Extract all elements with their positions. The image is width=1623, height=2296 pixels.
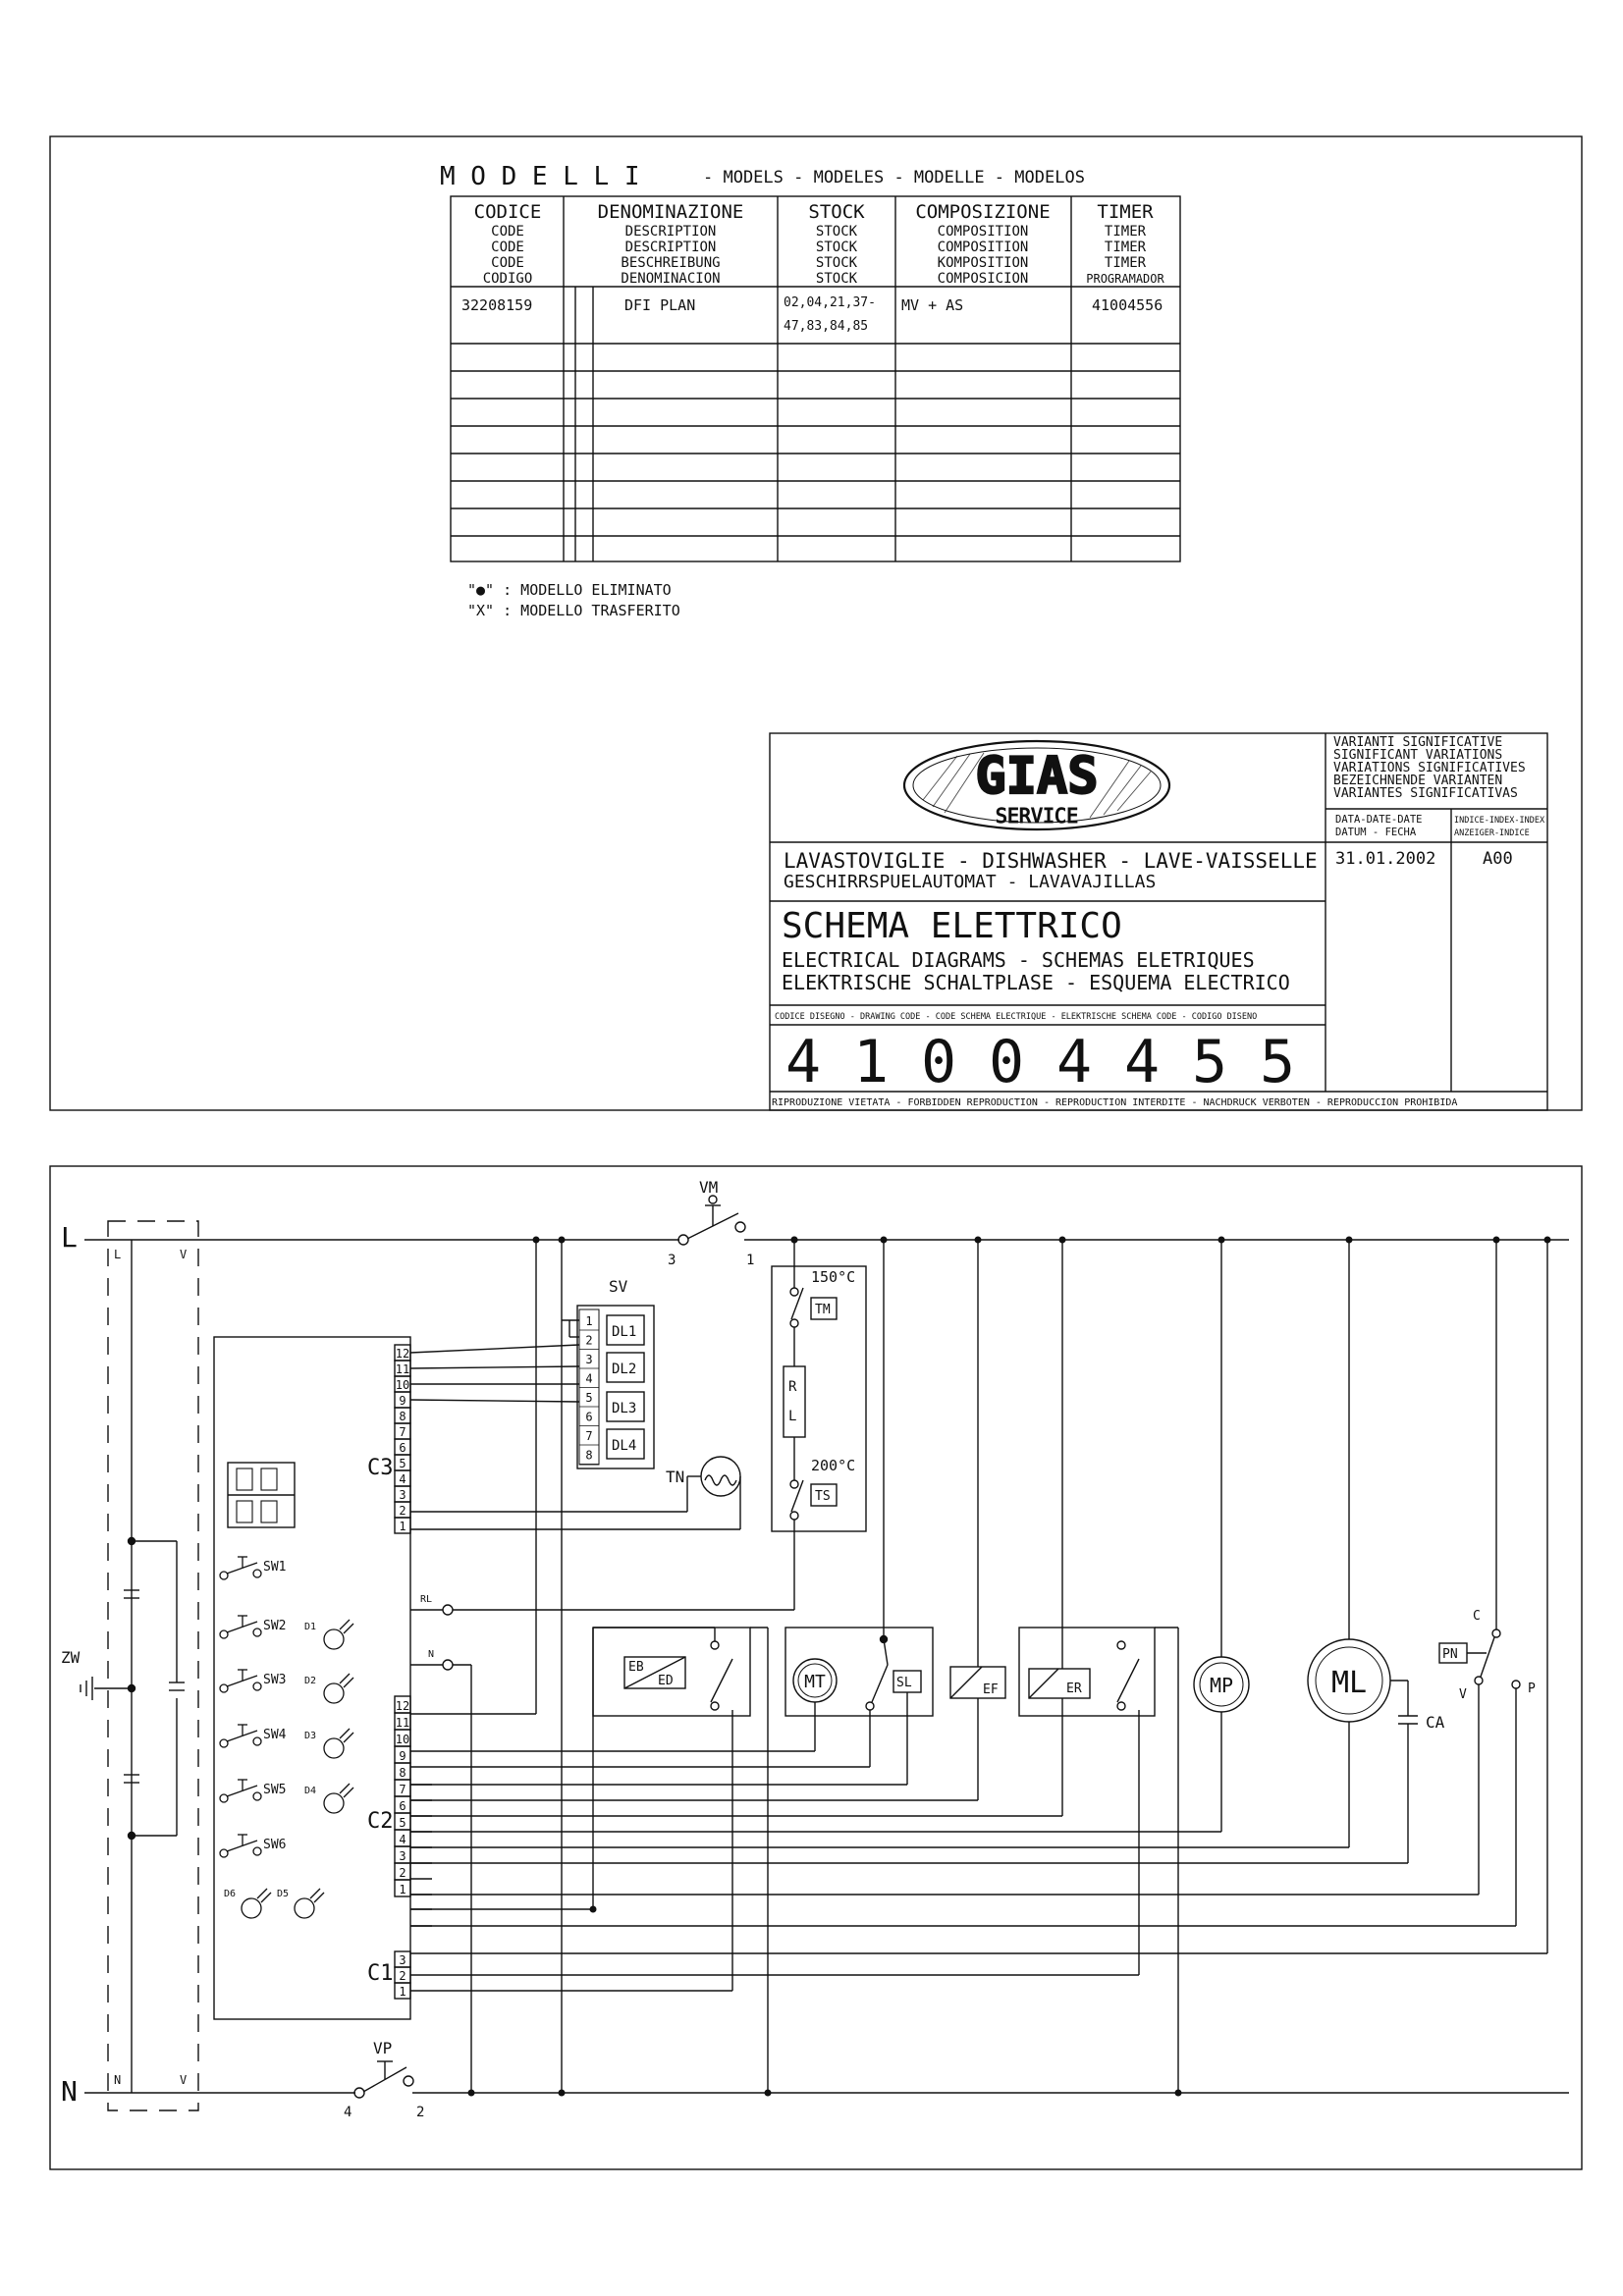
led-d3-label: D3	[304, 1731, 317, 1741]
sl-label: SL	[896, 1676, 912, 1690]
c3-pin-label: 10	[395, 1378, 410, 1392]
vp-pin-b: 2	[416, 2105, 425, 2120]
vm-pin-a: 3	[668, 1253, 676, 1268]
c3-pin-label: 5	[399, 1457, 406, 1470]
sv-pin-label: 1	[585, 1314, 593, 1328]
pn-label: PN	[1442, 1647, 1458, 1662]
c3-pin-label: 3	[399, 1488, 406, 1502]
row-stock-2: 47,83,84,85	[784, 319, 869, 334]
doc-title: SCHEMA ELETTRICO	[782, 906, 1122, 946]
vm-pin-b: 1	[746, 1253, 755, 1268]
tm-label: TM	[815, 1303, 831, 1317]
ml-motor	[1308, 1639, 1445, 1732]
switch-sw6	[220, 1835, 286, 1857]
lamp-dl4: DL4	[612, 1438, 637, 1454]
ef-label: EF	[983, 1682, 999, 1697]
row-timer: 41004556	[1092, 296, 1163, 314]
hdr-stock-3: STOCK	[815, 255, 858, 271]
switch-sw2	[220, 1616, 286, 1638]
switch-sw5	[220, 1780, 286, 1802]
sv-pin-label: 7	[585, 1429, 593, 1443]
models-title-big: M O D E L L I	[440, 162, 640, 191]
hdr-stock-0: STOCK	[808, 201, 865, 223]
temp-150: 150°C	[811, 1268, 856, 1286]
eb-ed-block	[593, 1628, 750, 1716]
row-codice: 32208159	[461, 296, 533, 314]
hdr-composizione-1: COMPOSITION	[937, 224, 1029, 240]
code-digit: 4	[1056, 1028, 1093, 1096]
pn-p-label: P	[1528, 1682, 1536, 1696]
product-line-2: GESCHIRRSPUELAUTOMAT - LAVAVAJILLAS	[784, 872, 1157, 892]
c2-label: C2	[367, 1809, 394, 1834]
c2-pin-label: 8	[399, 1766, 406, 1780]
zw-l-label: L	[114, 1248, 122, 1261]
hdr-stock-1: STOCK	[815, 224, 858, 240]
row-stock-1: 02,04,21,37-	[784, 295, 876, 310]
models-table-row	[461, 295, 1163, 334]
c3-pin-label: 4	[399, 1472, 406, 1486]
hdr-stock-2: STOCK	[815, 240, 858, 255]
drawing-code-digits	[785, 1028, 1295, 1096]
variants-hdr-1: SIGNIFICANT VARIATIONS	[1333, 748, 1503, 763]
n-terminal-label: N	[428, 1649, 435, 1660]
rl-terminal-label: RL	[420, 1594, 433, 1605]
c2-pin-label: 9	[399, 1749, 406, 1763]
hdr-timer-4: PROGRAMADOR	[1086, 272, 1164, 286]
c2-pin-label: 7	[399, 1783, 406, 1796]
vm-label: VM	[699, 1178, 719, 1197]
code-digit: 0	[921, 1028, 957, 1096]
index-hdr-1: ANZEIGER-INDICE	[1454, 828, 1530, 838]
ts-label: TS	[815, 1489, 831, 1504]
ml-label: ML	[1330, 1666, 1368, 1700]
date-hdr-1: DATUM - FECHA	[1335, 827, 1417, 838]
rl-l: L	[788, 1409, 797, 1424]
tn-label: TN	[666, 1468, 685, 1486]
hdr-codice-0: CODICE	[473, 201, 542, 223]
c3-pin-label: 7	[399, 1425, 406, 1439]
zw-label: ZW	[61, 1648, 81, 1667]
hdr-denominazione-1: DESCRIPTION	[624, 224, 717, 240]
led-d6	[224, 1889, 271, 1918]
sw3-label: SW3	[263, 1673, 287, 1687]
code-digit: 0	[989, 1028, 1025, 1096]
c2-pin-label: 11	[395, 1716, 410, 1730]
sv-selector	[577, 1277, 654, 1468]
led-d2	[304, 1674, 353, 1703]
c1-pin-label: 3	[399, 1953, 406, 1967]
c1-pin-label: 2	[399, 1969, 406, 1983]
led-d1-label: D1	[304, 1622, 317, 1632]
hdr-denominazione-3: BESCHREIBUNG	[621, 255, 721, 271]
rail-n-label: N	[61, 2075, 78, 2108]
c3-pin-label: 6	[399, 1441, 406, 1455]
c3-pin-label: 11	[395, 1362, 410, 1376]
code-digit: 4	[785, 1028, 822, 1096]
vp-label: VP	[373, 2039, 393, 2057]
control-board	[214, 1337, 453, 2019]
c2-pin-label: 3	[399, 1849, 406, 1863]
c3-pin-label: 9	[399, 1394, 406, 1408]
led-d1	[304, 1620, 353, 1649]
hdr-composizione-2: COMPOSITION	[937, 240, 1029, 255]
mt-sl-block	[785, 1628, 933, 1716]
c2-pin-label: 10	[395, 1733, 410, 1746]
sw4-label: SW4	[263, 1728, 287, 1742]
harness-c3-line	[410, 1345, 579, 1353]
zw-v-label: V	[180, 1248, 188, 1261]
legend-trasferito: "X" : MODELLO TRASFERITO	[467, 602, 680, 619]
sw2-label: SW2	[263, 1619, 287, 1633]
c3-pin-label: 8	[399, 1410, 406, 1423]
vm-switch	[668, 1178, 754, 1268]
hdr-composizione-4: COMPOSICION	[937, 271, 1029, 287]
pn-c-label: C	[1473, 1609, 1481, 1624]
connector-c3	[395, 1345, 410, 1533]
mt-label: MT	[804, 1672, 826, 1692]
hdr-stock-4: STOCK	[815, 271, 858, 287]
led-d5-label: D5	[277, 1889, 290, 1899]
sv-label: SV	[609, 1277, 628, 1296]
er-block	[1019, 1628, 1155, 1716]
doc-sub-2: ELEKTRISCHE SCHALTPLASE - ESQUEMA ELECTRICO	[782, 971, 1290, 994]
logo-main-text: GIAS	[975, 747, 1099, 806]
legend-eliminato: "●" : MODELLO ELIMINATO	[467, 581, 672, 599]
hdr-timer-0: TIMER	[1097, 201, 1154, 223]
zw-filter	[61, 1221, 198, 2110]
zw-n-label: N	[114, 2073, 122, 2087]
footer-text: RIPRODUZIONE VIETATA - FORBIDDEN REPRODUCTION - REPRODUCTION INTERDITE - NACHDRUCK VERBOTEN - REPRODUCCION PROHIBIDA	[772, 1097, 1458, 1108]
hdr-timer-2: TIMER	[1104, 240, 1147, 255]
hdr-timer-1: TIMER	[1104, 224, 1147, 240]
led-d5	[277, 1889, 324, 1918]
hdr-codice-2: CODE	[491, 240, 524, 255]
temp-200: 200°C	[811, 1457, 856, 1474]
code-caption: CODICE DISEGNO - DRAWING CODE - CODE SCHEMA ELECTRIQUE - ELEKTRISCHE SCHEMA CODE - CODIGO DISENO	[775, 1012, 1258, 1022]
sv-pin-label: 5	[585, 1391, 593, 1405]
hdr-codice-3: CODE	[491, 255, 524, 271]
sv-pin-label: 6	[585, 1410, 593, 1424]
variants-hdr-3: BEZEICHNENDE VARIANTEN	[1333, 774, 1503, 788]
c2-pin-label: 4	[399, 1833, 406, 1846]
hdr-codice-4: CODIGO	[482, 271, 533, 287]
c2-pin-label: 1	[399, 1883, 406, 1896]
ed-label: ED	[658, 1674, 674, 1688]
led-d4-label: D4	[304, 1786, 317, 1796]
code-digit: 1	[853, 1028, 890, 1096]
eb-label: EB	[628, 1660, 644, 1675]
sv-pin-label: 4	[585, 1371, 593, 1386]
hdr-composizione-0: COMPOSIZIONE	[915, 201, 1051, 223]
heater-resistor	[784, 1366, 805, 1437]
hdr-denominazione-0: DENOMINAZIONE	[597, 201, 744, 223]
connector-c1	[395, 1951, 410, 1999]
ca-label: CA	[1426, 1713, 1445, 1732]
hdr-denominazione-4: DENOMINACION	[621, 271, 721, 287]
lamp-dl1: DL1	[612, 1324, 637, 1340]
hdr-composizione-3: KOMPOSITION	[937, 255, 1029, 271]
c2-pin-label: 2	[399, 1866, 406, 1880]
rl-r: R	[788, 1379, 797, 1395]
harness-c3-line	[410, 1366, 579, 1368]
sw6-label: SW6	[263, 1838, 287, 1852]
sw5-label: SW5	[263, 1783, 287, 1797]
hdr-denominazione-2: DESCRIPTION	[624, 240, 717, 255]
code-digit: 5	[1192, 1028, 1228, 1096]
c2-pin-label: 12	[395, 1699, 410, 1713]
connector-c2	[395, 1696, 410, 1896]
c1-pin-label: 1	[399, 1985, 406, 1999]
hdr-timer-3: TIMER	[1104, 255, 1147, 271]
lamp-dl2: DL2	[612, 1362, 637, 1377]
heater-block	[772, 1240, 866, 1610]
sv-pin-block	[579, 1314, 599, 1465]
code-digit: 5	[1260, 1028, 1296, 1096]
row-denominazione: DFI PLAN	[624, 296, 696, 314]
models-title-rest: - MODELS - MODELES - MODELLE - MODELOS	[703, 168, 1085, 187]
revision-index: A00	[1483, 849, 1513, 869]
date-hdr-0: DATA-DATE-DATE	[1335, 814, 1423, 826]
variants-hdr-0: VARIANTI SIGNIFICATIVE	[1333, 735, 1503, 750]
product-line-1: LAVASTOVIGLIE - DISHWASHER - LAVE-VAISSELLE	[784, 849, 1318, 873]
c3-label: C3	[367, 1456, 394, 1480]
led-d2-label: D2	[304, 1676, 317, 1686]
gias-logo	[904, 741, 1169, 829]
c2-pin-label: 6	[399, 1799, 406, 1813]
led-d3	[304, 1729, 353, 1758]
switch-sw3	[220, 1670, 286, 1692]
ef-block	[950, 1667, 1005, 1698]
hdr-codice-1: CODE	[491, 224, 524, 240]
led-d4	[304, 1784, 353, 1813]
mp-label: MP	[1209, 1674, 1234, 1697]
rail-l-label: L	[61, 1221, 78, 1254]
zw-v2-label: V	[180, 2073, 188, 2087]
switch-sw4	[220, 1725, 287, 1747]
sv-pin-label: 2	[585, 1333, 593, 1348]
logo-sub-text: SERVICE	[995, 804, 1079, 828]
tn-sensor	[666, 1457, 740, 1496]
variants-hdr-2: VARIATIONS SIGNIFICATIVES	[1333, 761, 1526, 775]
sv-pin-label: 3	[585, 1353, 593, 1366]
variants-hdr-4: VARIANTES SIGNIFICATIVAS	[1333, 786, 1518, 801]
code-digit: 4	[1124, 1028, 1161, 1096]
pn-pressure-switch	[1439, 1609, 1536, 1702]
revision-date: 31.01.2002	[1335, 849, 1436, 869]
index-hdr-0: INDICE-INDEX-INDEX	[1454, 816, 1545, 826]
vp-switch	[344, 2039, 424, 2120]
c1-label: C1	[367, 1961, 394, 1986]
row-composizione: MV + AS	[901, 296, 964, 314]
models-table-headers	[474, 201, 1165, 287]
pn-v-label: V	[1459, 1687, 1467, 1702]
switch-sw1	[220, 1557, 286, 1579]
c2-pin-label: 5	[399, 1816, 406, 1830]
c3-pin-label: 12	[395, 1347, 410, 1361]
c3-pin-label: 2	[399, 1504, 406, 1518]
led-d6-label: D6	[224, 1889, 237, 1899]
c3-pin-label: 1	[399, 1520, 406, 1533]
lamp-dl3: DL3	[612, 1401, 637, 1416]
mp-pump	[1194, 1657, 1249, 1712]
doc-sub-1: ELECTRICAL DIAGRAMS - SCHEMAS ELETRIQUES	[782, 948, 1255, 972]
sw1-label: SW1	[263, 1560, 287, 1575]
er-label: ER	[1066, 1682, 1082, 1696]
sv-pin-label: 8	[585, 1448, 593, 1463]
vp-pin-a: 4	[344, 2105, 352, 2120]
harness-c3-line	[410, 1400, 579, 1402]
